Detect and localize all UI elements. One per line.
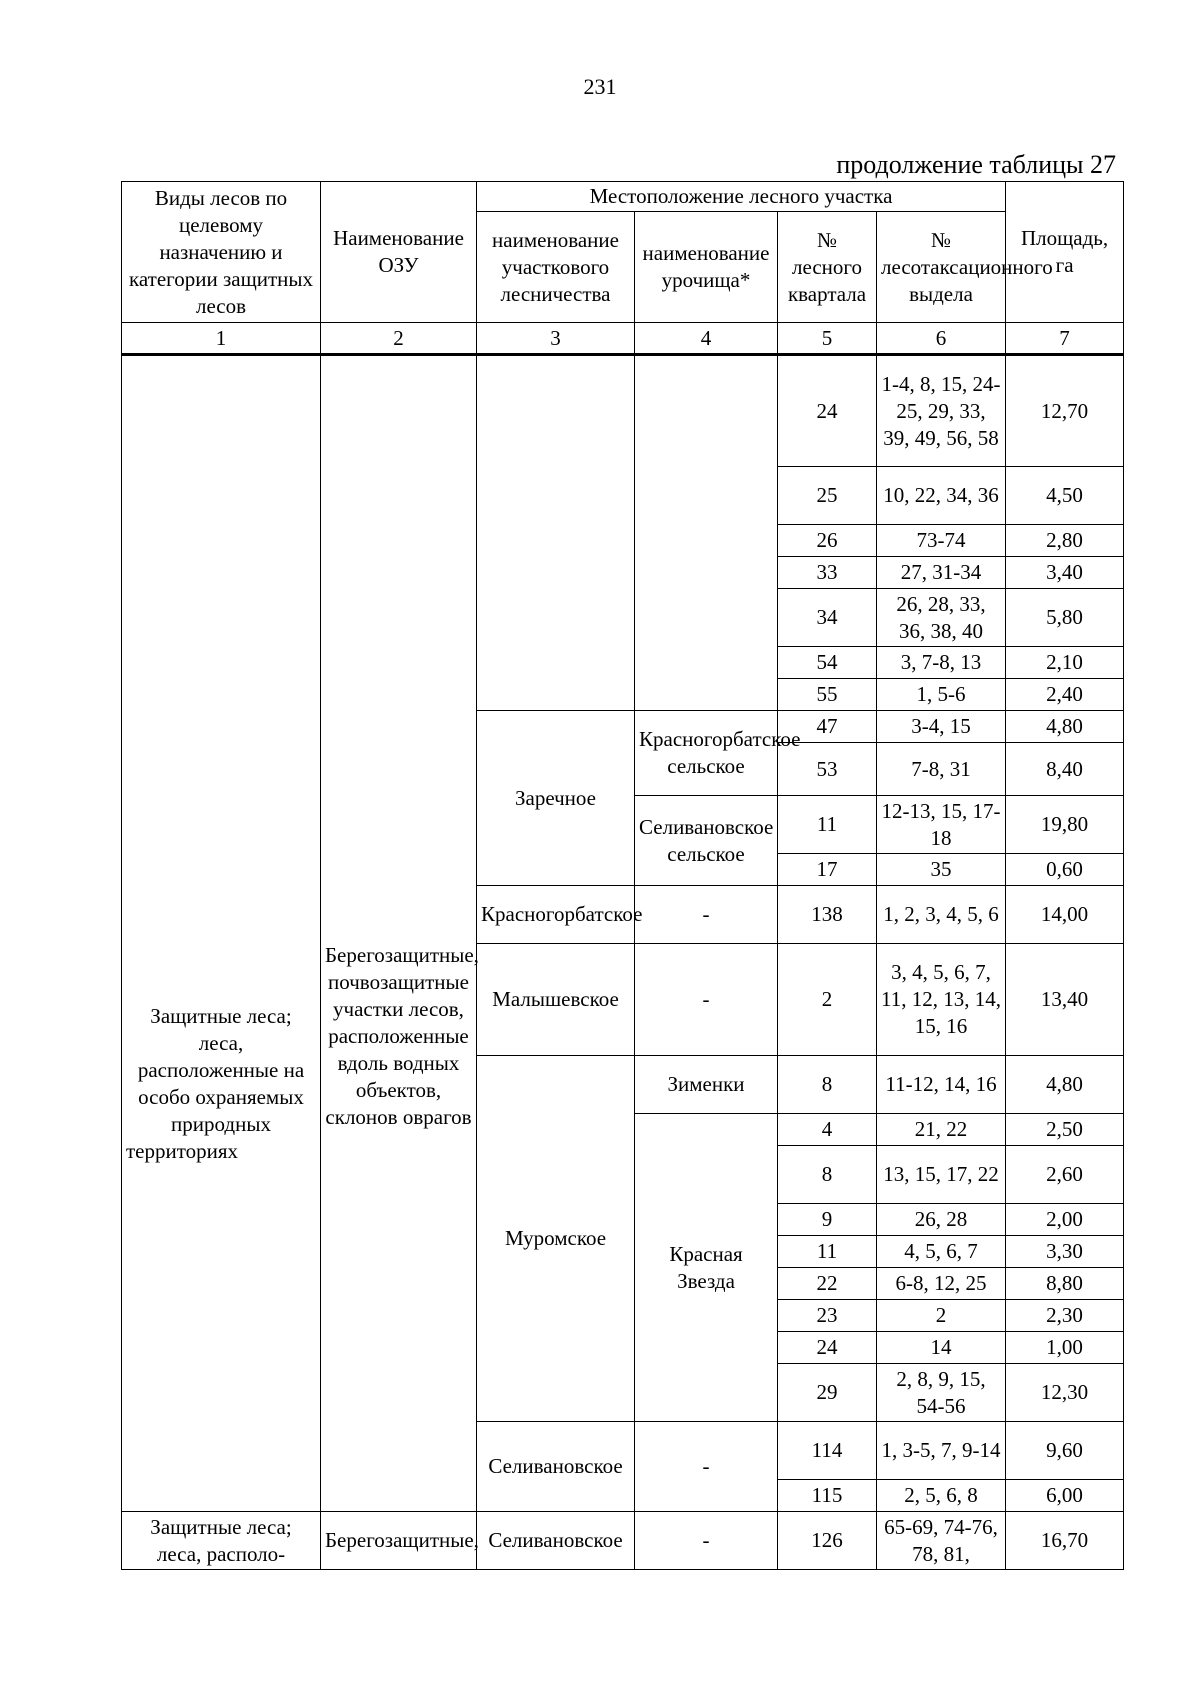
tract-cell: Красная Звезда [635,1114,778,1422]
area-cell: 14,00 [1006,886,1124,944]
forest-table [121,181,1124,1570]
column-number: 2 [321,323,477,355]
area-cell: 2,00 [1006,1204,1124,1236]
vydel-cell: 65-69, 74-76, 78, 81, [877,1512,1006,1570]
area-cell: 9,60 [1006,1422,1124,1480]
kvartal-cell: 29 [778,1364,877,1422]
kvartal-cell: 54 [778,647,877,679]
vydel-cell: 13, 15, 17, 22 [877,1146,1006,1204]
kvartal-cell: 53 [778,743,877,796]
vydel-cell: 35 [877,854,1006,886]
kvartal-cell: 23 [778,1300,877,1332]
kvartal-cell: 33 [778,557,877,589]
kvartal-cell: 115 [778,1480,877,1512]
header-location: Местоположение лесного участка [477,182,1006,212]
area-cell: 8,40 [1006,743,1124,796]
tract-cell: - [635,1512,778,1570]
header-ozu-name: Наименование ОЗУ [321,182,477,323]
vydel-cell: 26, 28, 33, 36, 38, 40 [877,589,1006,647]
vydel-cell: 6-8, 12, 25 [877,1268,1006,1300]
kvartal-cell: 26 [778,525,877,557]
area-cell: 2,40 [1006,679,1124,711]
vydel-cell: 1, 2, 3, 4, 5, 6 [877,886,1006,944]
vydel-cell: 3, 7-8, 13 [877,647,1006,679]
kvartal-cell: 47 [778,711,877,743]
kvartal-cell: 114 [778,1422,877,1480]
kvartal-cell: 9 [778,1204,877,1236]
header-area: Площадь, га [1006,182,1124,323]
area-cell: 3,40 [1006,557,1124,589]
header-forest-type: Виды лесов по целевому назначению и категории защитных лесов [122,182,321,323]
kvartal-cell: 22 [778,1268,877,1300]
kvartal-cell: 11 [778,796,877,854]
vydel-cell: 1, 3-5, 7, 9-14 [877,1422,1006,1480]
column-number: 5 [778,323,877,355]
header-tract: наименование урочища* [635,212,778,323]
vydel-cell: 1-4, 8, 15, 24-25, 29, 33, 39, 49, 56, 58 [877,355,1006,467]
area-cell: 6,00 [1006,1480,1124,1512]
forest-type-cell: Защитные леса; леса, расположенные на особо охраняемых природных территориях [122,355,321,1512]
tract-cell: Зименки [635,1056,778,1114]
area-cell: 8,80 [1006,1268,1124,1300]
area-cell: 2,60 [1006,1146,1124,1204]
kvartal-cell: 17 [778,854,877,886]
area-cell: 3,30 [1006,1236,1124,1268]
vydel-cell: 3, 4, 5, 6, 7, 11, 12, 13, 14, 15, 16 [877,944,1006,1056]
forest-type-cell: Защитные леса; леса, располо- [122,1512,321,1570]
page-number: 231 [583,74,617,99]
kvartal-cell: 4 [778,1114,877,1146]
forestry-cell: Селивановское [477,1512,635,1570]
kvartal-cell: 24 [778,1332,877,1364]
area-cell: 4,50 [1006,467,1124,525]
column-number: 1 [122,323,321,355]
kvartal-cell: 24 [778,355,877,467]
kvartal-cell: 25 [778,467,877,525]
column-number: 4 [635,323,778,355]
tract-cell: - [635,1422,778,1512]
tract-cell-empty [635,355,778,711]
vydel-cell: 10, 22, 34, 36 [877,467,1006,525]
vydel-cell: 2, 5, 6, 8 [877,1480,1006,1512]
kvartal-cell: 138 [778,886,877,944]
column-number: 6 [877,323,1006,355]
vydel-cell: 26, 28 [877,1204,1006,1236]
tract-cell: - [635,944,778,1056]
kvartal-cell: 8 [778,1056,877,1114]
area-cell: 0,60 [1006,854,1124,886]
area-cell: 1,00 [1006,1332,1124,1364]
area-cell: 12,30 [1006,1364,1124,1422]
header-kvartal: № лесного квартала [778,212,877,323]
vydel-cell: 73-74 [877,525,1006,557]
vydel-cell: 7-8, 31 [877,743,1006,796]
vydel-cell: 14 [877,1332,1006,1364]
vydel-cell: 4, 5, 6, 7 [877,1236,1006,1268]
kvartal-cell: 11 [778,1236,877,1268]
kvartal-cell: 2 [778,944,877,1056]
vydel-cell: 1, 5-6 [877,679,1006,711]
area-cell: 19,80 [1006,796,1124,854]
area-cell: 4,80 [1006,1056,1124,1114]
forestry-cell: Заречное [477,711,635,886]
tract-cell: Селивановское сельское [635,796,778,886]
vydel-cell: 11-12, 14, 16 [877,1056,1006,1114]
tract-cell: Красногорбатское сельское [635,711,778,796]
column-number: 3 [477,323,635,355]
kvartal-cell: 34 [778,589,877,647]
area-cell: 16,70 [1006,1512,1124,1570]
area-cell: 2,10 [1006,647,1124,679]
area-cell: 4,80 [1006,711,1124,743]
forestry-cell: Красногорбатское [477,886,635,944]
vydel-cell: 2, 8, 9, 15, 54-56 [877,1364,1006,1422]
ozu-name-cell: Берегозащитные, почвозащитные участки лесов, расположенные вдоль водных объектов, склонов оврагов [321,355,477,1512]
ozu-name-cell: Берегозащитные, [321,1512,477,1570]
area-cell: 2,50 [1006,1114,1124,1146]
vydel-cell: 12-13, 15, 17-18 [877,796,1006,854]
kvartal-cell: 55 [778,679,877,711]
area-cell: 2,80 [1006,525,1124,557]
header-vydel: № лесотаксационного выдела [877,212,1006,323]
kvartal-cell: 126 [778,1512,877,1570]
area-cell: 5,80 [1006,589,1124,647]
area-cell: 13,40 [1006,944,1124,1056]
tract-cell: - [635,886,778,944]
forestry-cell-empty [477,355,635,711]
area-cell: 12,70 [1006,355,1124,467]
vydel-cell: 2 [877,1300,1006,1332]
vydel-cell: 27, 31-34 [877,557,1006,589]
column-number: 7 [1006,323,1124,355]
vydel-cell: 3-4, 15 [877,711,1006,743]
header-forestry: наименование участкового лесничества [477,212,635,323]
forestry-cell: Муромское [477,1056,635,1422]
kvartal-cell: 8 [778,1146,877,1204]
forestry-cell: Малышевское [477,944,635,1056]
table-caption: продолжение таблицы 27 [836,150,1116,179]
area-cell: 2,30 [1006,1300,1124,1332]
vydel-cell: 21, 22 [877,1114,1006,1146]
forestry-cell: Селивановское [477,1422,635,1512]
